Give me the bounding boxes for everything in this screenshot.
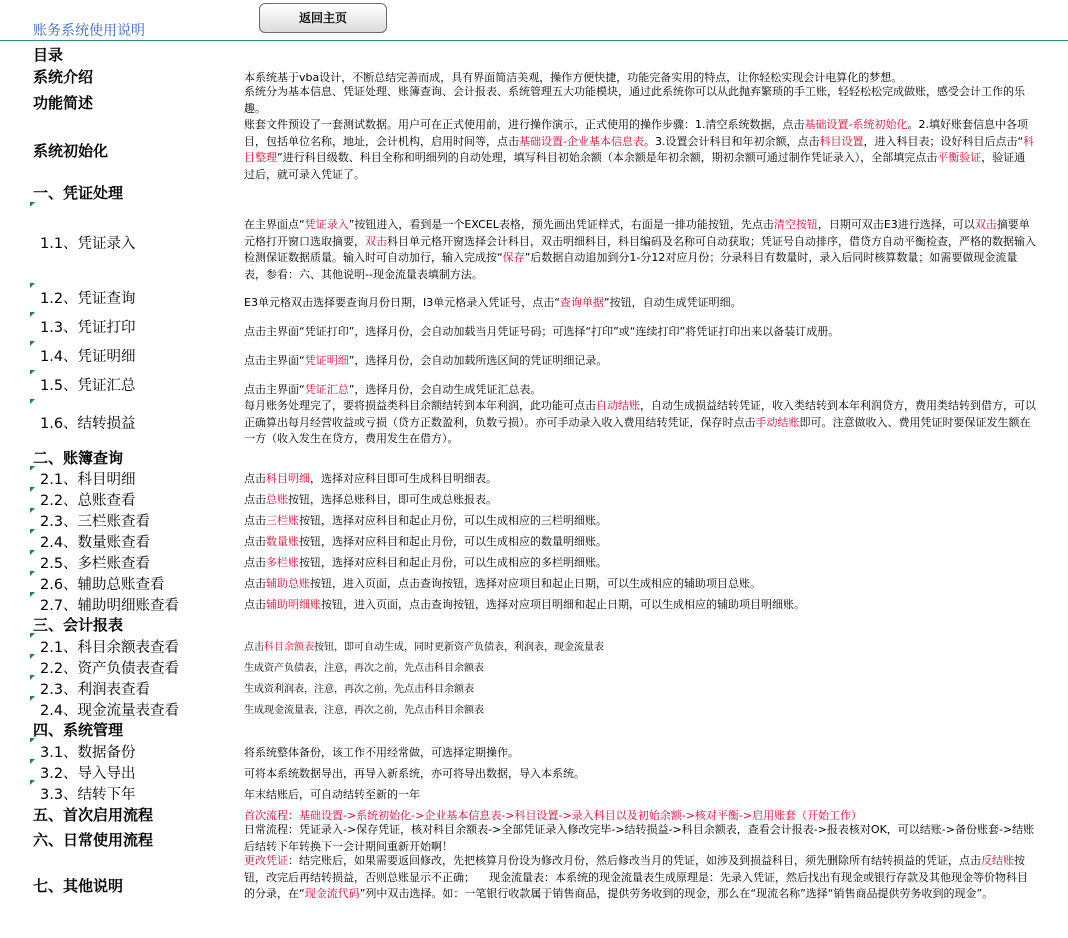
comment-marker xyxy=(30,654,35,659)
item-aux-detail[interactable]: 2.7、辅助明细账查看 xyxy=(40,598,180,614)
item-quantity-ledger[interactable]: 2.4、数量账查看 xyxy=(40,535,151,551)
item-three-column[interactable]: 2.3、三栏账查看 xyxy=(40,514,151,530)
desc-aux-detail: 点击辅助明细账按钮，进入页面，点击查询按钮，选择对应项目明细和起止日期，可以生成相应的辅助项目明细账。 xyxy=(244,598,805,611)
comment-marker xyxy=(30,675,35,680)
comment-marker xyxy=(30,312,35,317)
header-divider xyxy=(0,40,1068,41)
desc-profit-loss: 每月账务处理完了，要将损益类科目余额结转到本年利润，此功能可点击自动结账，自动生成损益结转凭证，收入类结转到本年利润贷方，费用类结转到借方，可以正确算出每月经营收益或亏损（贷方正数盈利，负数亏损）。亦可手动录入收入费用结转凭证，保存时点击手动结账即可。注意做收入、费用凭证时要保证发生额在一方（收入发生在贷方，费用发生在借方）。 xyxy=(244,399,1036,445)
desc-voucher-summary: 点击主界面“凭证汇总”，选择月份，会自动生成凭证汇总表。 xyxy=(244,383,542,396)
comment-marker xyxy=(30,529,35,534)
desc-backup: 将系统整体备份，该工作不用经常做，可选择定期操作。 xyxy=(244,746,519,759)
comment-marker xyxy=(30,202,35,207)
home-button[interactable]: 返回主页 xyxy=(259,3,387,33)
comment-marker xyxy=(30,759,35,764)
desc-multi-column: 点击多栏账按钮，选择对应科目和起止月份，可以生成相应的多栏明细账。 xyxy=(244,556,607,569)
item-cash-flow[interactable]: 2.4、现金流量表查看 xyxy=(40,703,180,719)
comment-marker xyxy=(30,283,35,288)
desc-quantity-ledger: 点击数量账按钮，选择对应科目和起止月份，可以生成相应的数量明细账。 xyxy=(244,535,607,548)
comment-marker xyxy=(30,571,35,576)
item-voucher-detail[interactable]: 1.4、凭证明细 xyxy=(40,349,136,365)
comment-marker xyxy=(30,592,35,597)
item-general-ledger[interactable]: 2.2、总账查看 xyxy=(40,493,136,509)
section-init: 系统初始化 xyxy=(33,142,109,160)
item-profit-loss-transfer[interactable]: 1.6、结转损益 xyxy=(40,416,136,432)
comment-marker xyxy=(30,738,35,743)
item-balance-sheet[interactable]: 2.2、资产负债表查看 xyxy=(40,661,180,677)
desc-balance-sheet: 生成资产负债表，注意，再次之前，先点击科目余额表 xyxy=(244,663,484,674)
section-intro: 系统介绍 xyxy=(33,68,94,86)
item-voucher-entry[interactable]: 1.1、凭证录入 xyxy=(40,236,136,252)
desc-aux-general: 点击辅助总账按钮，进入页面，点击查询按钮，选择对应项目和起止日期，可以生成相应的辅助项目总账。 xyxy=(244,577,761,590)
comment-marker xyxy=(30,633,35,638)
item-account-detail[interactable]: 2.1、科目明细 xyxy=(40,472,136,488)
section-other: 七、其他说明 xyxy=(33,877,124,895)
desc-first-use: 首次流程：基础设置->系统初始化->企业基本信息表->科目设置->录入科目以及初始余额->核对平衡->启用账套（开始工作） xyxy=(244,809,863,822)
item-import-export[interactable]: 3.2、导入导出 xyxy=(40,766,136,782)
desc-features: 系统分为基本信息、凭证处理、账簿查询、会计报表、系统管理五大功能模块，通过此系统你可以从此抛弃繁琐的手工账，轻轻松松完成做账，感受会计工作的乐趣。 xyxy=(244,85,1025,115)
desc-init: 账套文件预设了一套测试数据。用户可在正式使用前，进行操作演示，正式使用的操作步骤：1.清空系统数据，点击基础设置-系统初始化。2.填好账套信息中各项目，包括单位名称，地址，会计机构，启用时间等，点击基础设置-企业基本信息表。3.设置会计科目和年初余额，点击科目设置，进入科目表；设好科目后点击“科目整理”进行科目级数、科目全称和明细列的自动处理，填写科目初始余额（本余额是年初余额，期初余额可通过制作凭证录入），全部填完点击平衡验证，验证通过后，就可录入凭证了。 xyxy=(244,118,1035,181)
desc-voucher-query: E3单元格双击选择要查询月份日期，I3单元格录入凭证号，点击“查询单据”按钮，自动生成凭证明细。 xyxy=(244,296,742,309)
desc-voucher-detail: 点击主界面“凭证明细”，选择月份，会自动加载所选区间的凭证明细记录。 xyxy=(244,354,608,367)
section-system[interactable]: 四、系统管理 xyxy=(33,721,124,739)
section-features: 功能简述 xyxy=(33,94,94,112)
item-balance-sheet-accounts[interactable]: 2.1、科目余额表查看 xyxy=(40,640,180,656)
comment-marker xyxy=(30,399,35,404)
item-voucher-query[interactable]: 1.2、凭证查询 xyxy=(40,291,136,307)
section-first-use: 五、首次启用流程 xyxy=(33,806,154,824)
desc-voucher-entry: 在主界面点“凭证录入”按钮进入，看到是一个EXCEL表格，预先画出凭证样式，右面是一排功能按钮，先点击清空按钮，日期可双击E3进行选择，可以双击摘要单元格打开窗口选取摘要，双击科目单元格开窗选择会计科目，双击明细科目，科目编码及名称可自动获取；凭证号自动排序，借贷方自动平衡检查，严格的数据输入检测保证数据质量。输入时可自动加行，输入完成按“保存”后数据自动追加到分1-分12对应月份；分录科目有数量时，录入后同时核算数量；如需要做现金流量表，参看：六、其他说明--现金流量表填制方法。 xyxy=(244,218,1036,281)
desc-balance-accounts: 点击科目余额表按钮，即可自动生成，同时更新资产负债表，利润表，现金流量表 xyxy=(244,642,604,653)
comment-marker xyxy=(30,550,35,555)
desc-intro: 本系统基于vba设计，不断总结完善而成，具有界面简洁美观，操作方便快捷，功能完备实用的特点，让你轻松实现会计电算化的梦想。 xyxy=(244,71,903,84)
comment-marker xyxy=(30,341,35,346)
item-year-end[interactable]: 3.3、结转下年 xyxy=(40,787,136,803)
desc-year-end: 年末结账后，可自动结转至新的一年 xyxy=(244,788,420,801)
desc-account-detail: 点击科目明细，选择对应科目即可生成科目明细表。 xyxy=(244,472,497,485)
item-voucher-summary[interactable]: 1.5、凭证汇总 xyxy=(40,378,136,394)
item-multi-column[interactable]: 2.5、多栏账查看 xyxy=(40,556,151,572)
item-aux-general[interactable]: 2.6、辅助总账查看 xyxy=(40,577,165,593)
desc-import-export: 可将本系统数据导出，再导入新系统，亦可将导出数据，导入本系统。 xyxy=(244,767,585,780)
desc-three-column: 点击三栏账按钮，选择对应科目和起止月份，可以生成相应的三栏明细账。 xyxy=(244,514,607,527)
comment-marker xyxy=(30,466,35,471)
item-backup[interactable]: 3.1、数据备份 xyxy=(40,745,136,761)
section-daily-use: 六、日常使用流程 xyxy=(33,831,154,849)
desc-daily-use: 日常流程：凭证录入->保存凭证，核对科目余额表->全部凭证录入修改完毕->结转损益->科目余额表，查看会计报表->报表核对OK，可以结账->备份账套->结账后结转下年转换下一会计期间重新开始啊！ xyxy=(244,823,1035,853)
section-voucher[interactable]: 一、凭证处理 xyxy=(33,184,124,202)
section-ledger[interactable]: 二、账簿查询 xyxy=(33,449,124,467)
desc-income-statement: 生成资利润表，注意，再次之前，先点击科目余额表 xyxy=(244,684,474,695)
comment-marker xyxy=(30,487,35,492)
toc-heading: 目录 xyxy=(33,46,64,64)
comment-marker xyxy=(30,696,35,701)
desc-cash-flow: 生成现金流量表，注意，再次之前，先点击科目余额表 xyxy=(244,705,484,716)
item-voucher-print[interactable]: 1.3、凭证打印 xyxy=(40,320,136,336)
comment-marker xyxy=(30,508,35,513)
desc-general-ledger: 点击总账按钮，选择总账科目，即可生成总账报表。 xyxy=(244,493,497,506)
section-reports[interactable]: 三、会计报表 xyxy=(33,616,124,634)
desc-voucher-print: 点击主界面“凭证打印”，选择月份，会自动加载当月凭证号码；可选择“打印”或“连续打印”将凭证打印出来以备装订成册。 xyxy=(244,325,840,338)
comment-marker xyxy=(30,780,35,785)
page-title: 账务系统使用说明 xyxy=(33,23,145,39)
item-income-statement[interactable]: 2.3、利润表查看 xyxy=(40,682,151,698)
comment-marker xyxy=(30,370,35,375)
desc-other: 更改凭证：结完账后，如果需要返回修改，先把核算月份设为修改月份，然后修改当月的凭证，如涉及到损益科目，须先删除所有结转损益的凭证，点击反结账按钮，改完后再结转损益，否则总账显示不正确； 现金流量表：本系统的现金流量表生成原理是：先录入凭证，然后找出有现金或银行存款及其他现金等价物科目的分录，在“现金流代码”列中双击选择。如：一笔银行收款属于销售商品，提供劳务收到的现金，那么在“现流名称”选择“销售商品提供劳务收到的现金”。 xyxy=(244,854,1028,900)
